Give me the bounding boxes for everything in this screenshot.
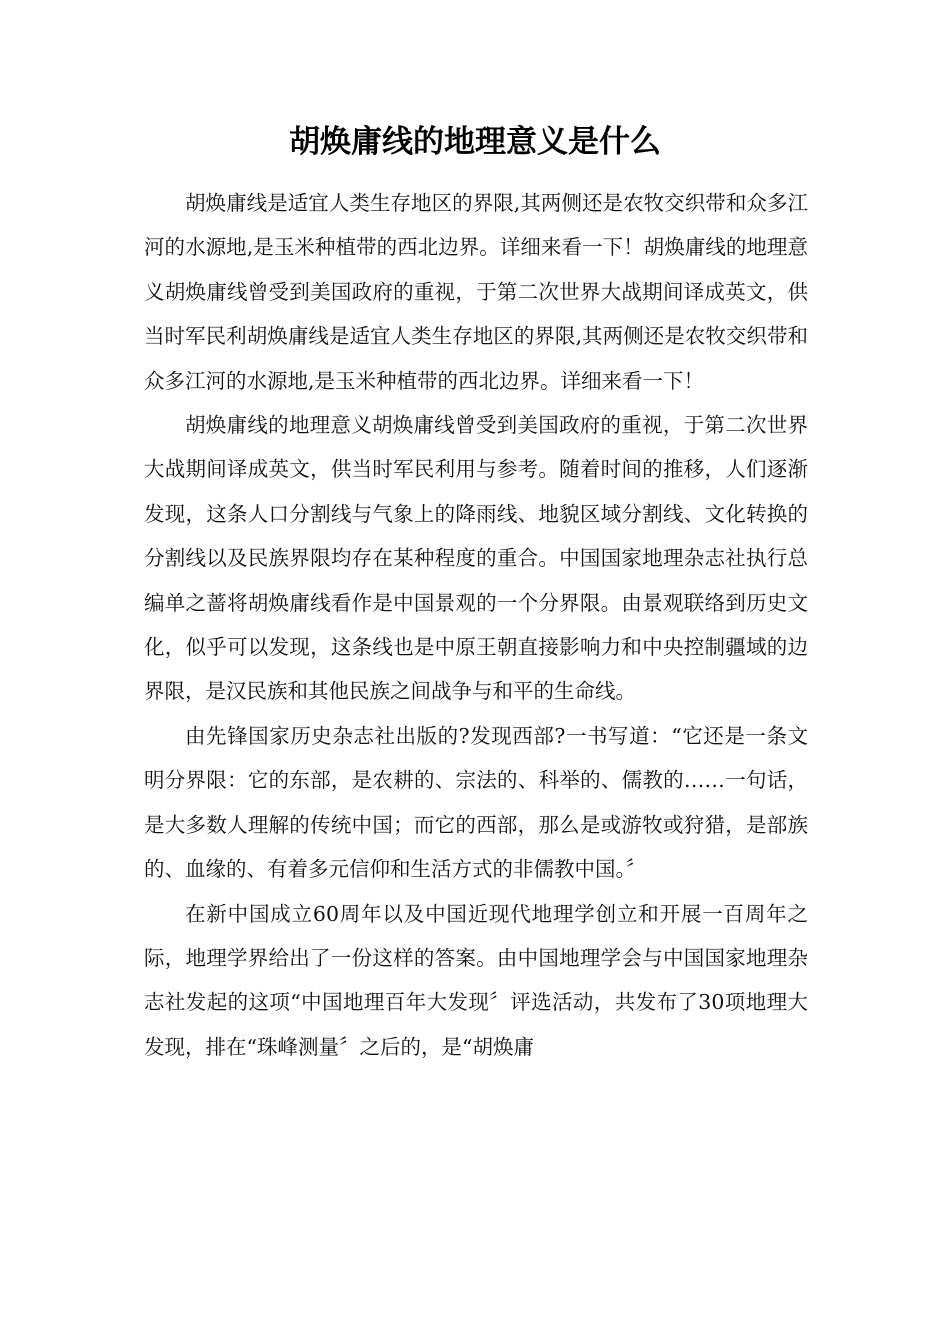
paragraph-3: 由先锋国家历史杂志社出版的?发现西部?一书写道：“它还是一条文明分界限：它的东部，是农耕的、宗法的、科举的、儒教的……一句话，是大多数人理解的传统中国；而它的西部，那么是或游牧或狩猎，是部族的、血缘的、有着多元信仰和生活方式的非儒教中国。〞	[144, 723, 808, 882]
paragraph-2: 胡焕庸线的地理意义胡焕庸线曾受到美国政府的重视，于第二次世界大战期间译成英文，供当时军民利用与参考。随着时间的推移，人们逐渐发现，这条人口分割线与气象上的降雨线、地貌区域分割线、文化转换的分割线以及民族界限均存在某种程度的重合。中国国家地理杂志社执行总编单之蔷将胡焕庸线看作是中国景观的一个分界限。由景观联络到历史文化，似乎可以发现，这条线也是中原王朝直接影响力和中央控制疆域的边界限，是汉民族和其他民族之间战争与和平的生命线。	[144, 413, 808, 704]
document-title: 胡焕庸线的地理意义是什么	[289, 124, 661, 160]
paragraph-1: 胡焕庸线是适宜人类生存地区的界限,其两侧还是农牧交织带和众多江河的水源地,是玉米种植带的西北边界。详细来看一下！胡焕庸线的地理意义胡焕庸线曾受到美国政府的重视，于第二次世界大战期间译成英文，供当时军民利胡焕庸线是适宜人类生存地区的界限,其两侧还是农牧交织带和众多江河的水源地,是玉米种植带的西北边界。详细来看一下！	[144, 191, 808, 393]
paragraph-4: 在新中国成立60周年以及中国近现代地理学创立和开展一百周年之际，地理学界给出了一份这样的答案。由中国地理学会与中国国家地理杂志社发起的这项“中国地理百年大发现〞评选活动，共发布了30项地理大发现，排在“珠峰测量〞之后的，是“胡焕庸	[144, 901, 808, 1059]
document-body	[144, 181, 808, 1069]
